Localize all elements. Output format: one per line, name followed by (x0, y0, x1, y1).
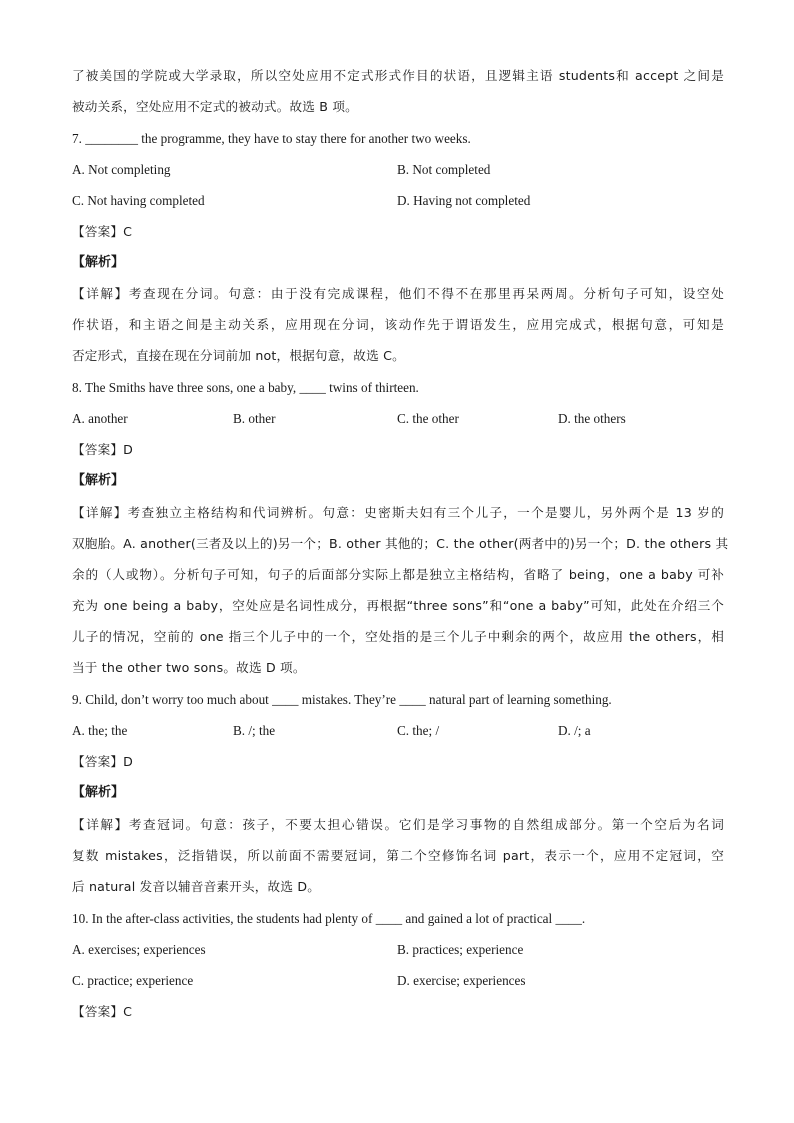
option-b: B. /; the (233, 723, 276, 738)
answer-label: 【答案】C (72, 1004, 133, 1019)
question-9: 9. Child, don’t worry too much about ____ mistakes. They’re ____ natural part of learning something. (72, 692, 612, 707)
analysis-heading: 【解析】 (72, 255, 125, 270)
explanation-line: 后 natural 发音以辅音音素开头，故选 D。 (72, 879, 321, 894)
question-8: 8. The Smiths have three sons, one a baby, ____ twins of thirteen. (72, 380, 419, 395)
explanation-line: 【详解】考查冠词。句意：孩子，不要太担心错误。它们是学习事物的自然组成部分。第一个空后为名词 (72, 817, 724, 832)
option-b: B. Not completed (397, 162, 491, 177)
option-c: C. practice; experience (72, 973, 194, 988)
option-d: D. Having not completed (397, 193, 531, 208)
option-a: A. exercises; experiences (72, 942, 206, 957)
answer-label: 【答案】D (72, 442, 134, 457)
option-a: A. the; the (72, 723, 128, 738)
option-d: D. /; a (558, 723, 591, 738)
answer-label: 【答案】D (72, 754, 134, 769)
option-b: B. practices; experience (397, 942, 524, 957)
explanation-line: 充为 one being a baby，空处应是名词性成分，再根据“three sons”和“one a baby”可知，此处在介绍三个 (72, 598, 724, 613)
explanation-line: 了被美国的学院或大学录取，所以空处应用不定式形式作目的状语，且逻辑主语 students和 accept 之间是 (72, 68, 724, 83)
option-b: B. other (233, 411, 276, 426)
explanation-line: 作状语，和主语之间是主动关系，应用现在分词，该动作先于谓语发生，应用完成式，根据句意，可知是 (72, 317, 724, 332)
analysis-heading: 【解析】 (72, 785, 125, 800)
option-a: A. another (72, 411, 128, 426)
question-7: 7. ________ the programme, they have to stay there for another two weeks. (72, 131, 471, 146)
option-c: C. the other (397, 411, 459, 426)
option-d: D. the others (558, 411, 626, 426)
option-c: C. the; / (397, 723, 440, 738)
explanation-line: 【详解】考查独立主格结构和代词辨析。句意：史密斯夫妇有三个儿子，一个是婴儿，另外两个是 13 岁的 (72, 505, 724, 520)
explanation-line: 双胞胎。A. another(三者及以上的)另一个；B. other 其他的；C. the other(两者中的)另一个；D. the others 其 (72, 536, 729, 551)
analysis-heading: 【解析】 (72, 473, 125, 488)
answer-label: 【答案】C (72, 224, 133, 239)
question-10: 10. In the after-class activities, the students had plenty of ____ and gained a lot of practical ____. (72, 911, 586, 926)
option-d: D. exercise; experiences (397, 973, 526, 988)
option-c: C. Not having completed (72, 193, 205, 208)
explanation-line: 被动关系，空处应用不定式的被动式。故选 B 项。 (72, 99, 358, 114)
explanation-line: 余的（人或物）。分析句子可知，句子的后面部分实际上都是独立主格结构，省略了 being，one a baby 可补 (72, 567, 724, 582)
explanation-line: 儿子的情况，空前的 one 指三个儿子中的一个，空处指的是三个儿子中剩余的两个，故应用 the others，相 (72, 629, 724, 644)
explanation-line: 复数 mistakes，泛指错误，所以前面不需要冠词，第二个空修饰名词 part，表示一个，应用不定冠词，空 (72, 848, 724, 863)
explanation-line: 【详解】考查现在分词。句意：由于没有完成课程，他们不得不在那里再呆两周。分析句子可知，设空处 (72, 286, 724, 301)
option-a: A. Not completing (72, 162, 171, 177)
explanation-line: 当于 the other two sons。故选 D 项。 (72, 660, 306, 675)
explanation-line: 否定形式，直接在现在分词前加 not，根据句意，故选 C。 (72, 348, 405, 363)
